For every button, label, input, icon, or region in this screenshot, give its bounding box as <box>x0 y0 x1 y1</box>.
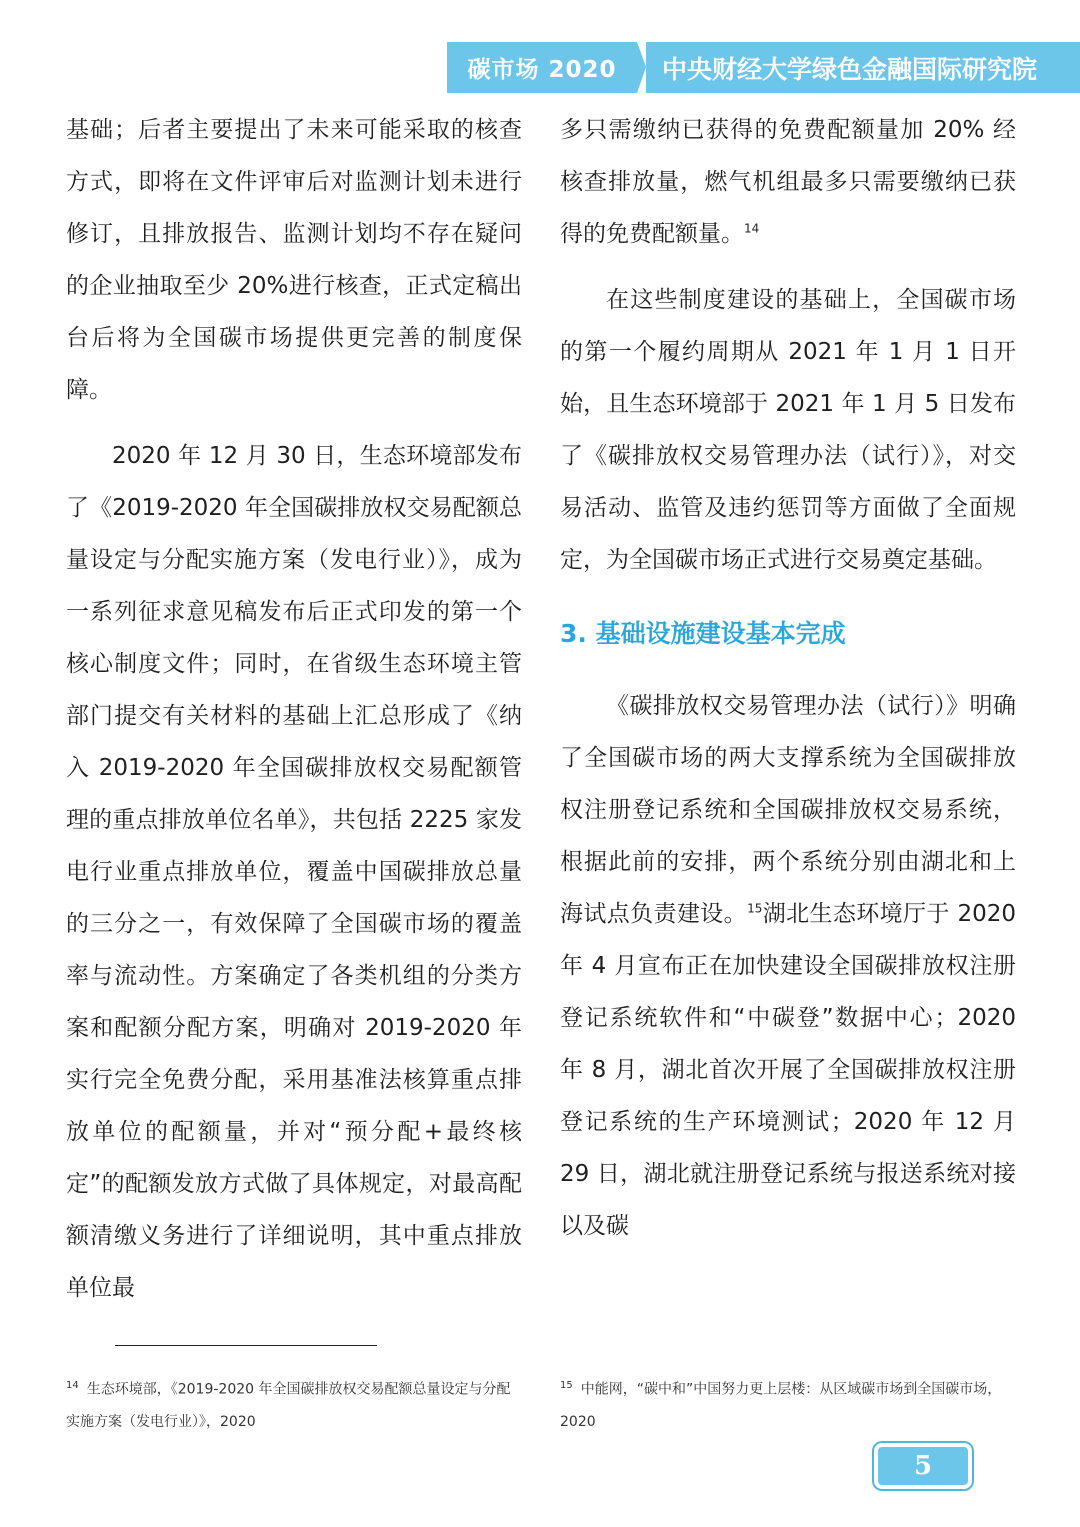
left-paragraph-2: 2020 年 12 月 30 日，生态环境部发布了《2019-2020 年全国碳排放权交易配额总量设定与分配实施方案（发电行业）》，成为一系列征求意见稿发布后正式印发的第一个核心制度文件；同时，在省级生态环境主管部门提交有关材料的基础上汇总形成了《纳入 2019-2020 年全国碳排放权交易配额管理的重点排放单位名单》，共包括 2225 家发电行业重点排放单位，覆盖中国碳排放总量的三分之一，有效保障了全国碳市场的覆盖率与流动性。方案确定了各类机组的分类方案和配额分配方案，明确对 2019-2020 年实行完全免费分配，采用基准法核算重点排放单位的配额量，并对“预分配+最终核定”的配额发放方式做了具体规定，对最高配额清缴义务进行了详细说明，其中重点排放单位最 <box>66 443 522 1301</box>
section-heading: 3. 基础设施建设基本完成 <box>560 619 846 648</box>
right-paragraph-3 <box>560 680 1016 1252</box>
footnote-ref-15: 15 <box>747 901 763 916</box>
header-tab-divider <box>637 42 646 93</box>
left-paragraph-1: 基础；后者主要提出了未来可能采取的核查方式，即将在文件评审后对监测计划未进行修订，且排放报告、监测计划均不存在疑问的企业抽取至少 20%进行核查，正式定稿出台后将为全国碳市场提供更完善的制度保障。 <box>66 117 522 403</box>
footnote-15 <box>560 1370 1018 1438</box>
page-number: 5 <box>874 1443 972 1489</box>
header-tab-title: 碳市场 2020 <box>447 42 637 93</box>
right-paragraph-1 <box>560 104 1016 260</box>
footnote-14-number: 14 <box>66 1380 79 1391</box>
left-column <box>66 104 522 1314</box>
footnote-14 <box>66 1370 524 1438</box>
footnote-ref-14: 14 <box>744 221 760 236</box>
right-paragraph-3-text-a: 《碳排放权交易管理办法（试行）》明确了全国碳市场的两大支撑系统为全国碳排放权注册登记系统和全国碳排放权交易系统，根据此前的安排，两个系统分别由湖北和上海试点负责建设。 <box>560 693 1016 927</box>
footnote-14-text: 生态环境部，《2019-2020 年全国碳排放权交易配额总量设定与分配实施方案（发电行业）》，2020 <box>66 1381 511 1430</box>
footnote-15-number: 15 <box>560 1380 573 1391</box>
right-paragraph-3-text-b: 湖北生态环境厅于 2020 年 4 月宣布正在加快建设全国碳排放权注册登记系统软件和“中碳登”数据中心；2020 年 8 月，湖北首次开展了全国碳排放权注册登记系统的生产环境测试；2020 年 12 月 29 日，湖北就注册登记系统与报送系统对接以及碳 <box>560 901 1016 1239</box>
footnote-15-text: 中能网，“碳中和”中国努力更上层楼：从区域碳市场到全国碳市场，2020 <box>560 1381 1002 1430</box>
footnote-divider <box>115 1345 377 1346</box>
right-column <box>560 104 1016 1252</box>
right-paragraph-1-text: 多只需缴纳已获得的免费配额量加 20% 经核查排放量，燃气机组最多只需要缴纳已获得的免费配额量。 <box>560 117 1016 247</box>
right-paragraph-2: 在这些制度建设的基础上，全国碳市场的第一个履约周期从 2021 年 1 月 1 日开始，且生态环境部于 2021 年 1 月 5 日发布了《碳排放权交易管理办法（试行）》，对交易活动、监管及违约惩罚等方面做了全面规定，为全国碳市场正式进行交易奠定基础。 <box>560 287 1016 573</box>
header-tab-institute: 中央财经大学绿色金融国际研究院 <box>646 42 1080 93</box>
